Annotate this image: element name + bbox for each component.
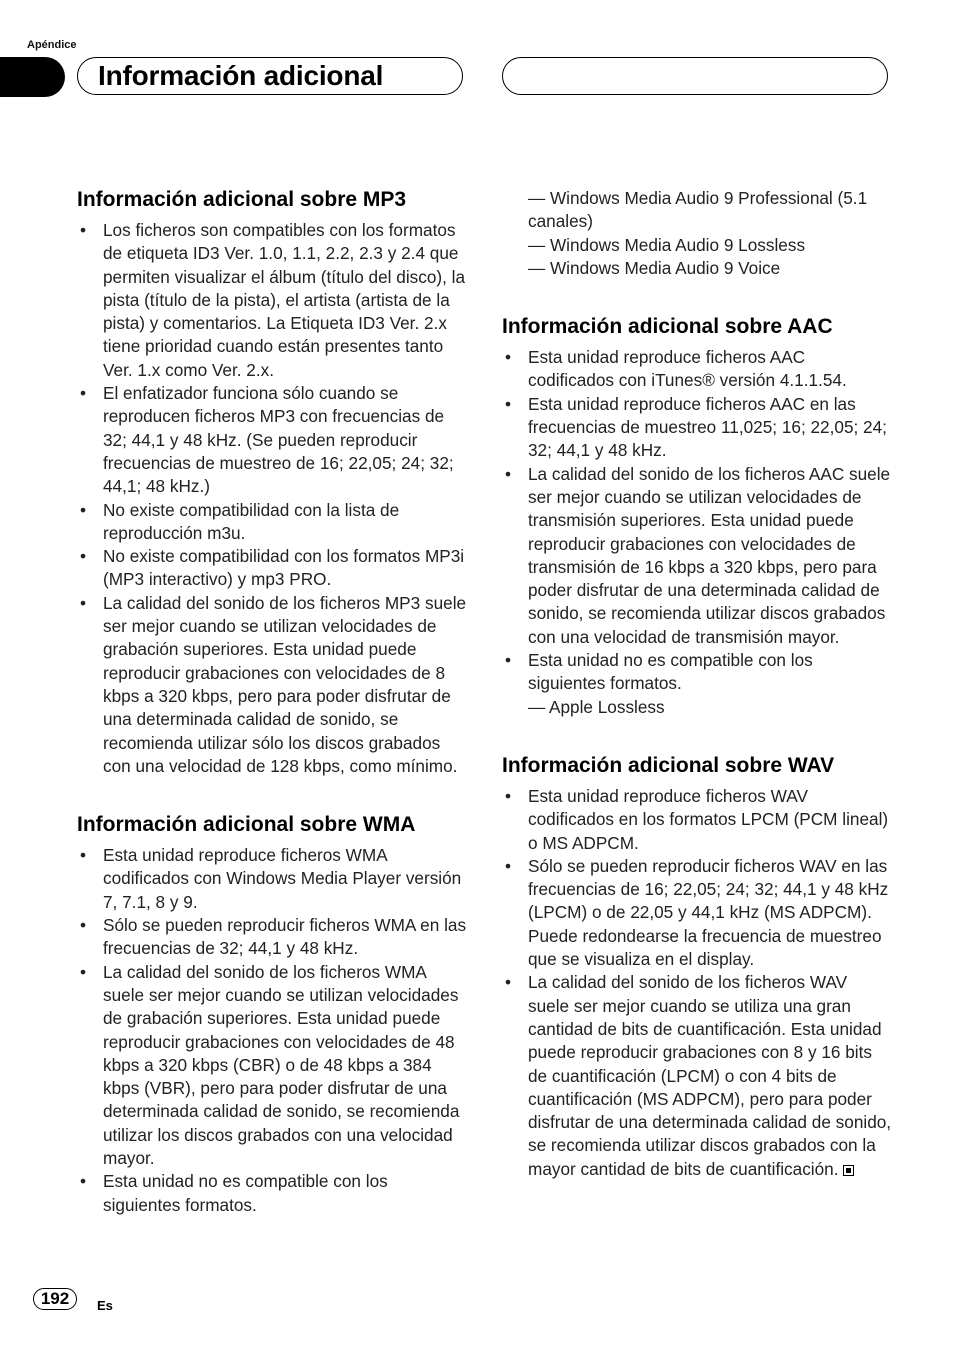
list-item: • La calidad del sonido de los ficheros MP3 suele ser mejor cuando se utilizan velocidades de grabación superiores. Esta unidad puede reproducir grabaciones con velocidades de 8 kbps a 320 kbps, pero para poder disfrutar de una determinada calidad de sonido, se recomienda utilizar sólo los discos grabados con una velocidad de 128 kbps, como mínimo. <box>80 592 467 776</box>
list-item: • El enfatizador funciona sólo cuando se reproducen ficheros MP3 con frecuencias de 32; 44,1 y 48 kHz. (Se pueden reproducir frecuencias de muestreo de 16; 22,05; 24; 32; 44,1; 48 kHz.) <box>80 383 454 497</box>
format-item: — Windows Media Audio 9 Voice <box>528 257 781 278</box>
format-item: — Windows Media Audio 9 Professional (5.1 canales) <box>528 188 868 232</box>
list-item: • Esta unidad reproduce ficheros AAC en las frecuencias de muestreo 11,025; 16; 22,05; 24; 32; 44,1 y 48 kHz. <box>505 393 887 461</box>
end-mark-icon <box>843 1165 854 1176</box>
list-item: • Sólo se pueden reproducir ficheros WAV en las frecuencias de 16; 22,05; 24; 32; 44,1 y 48 kHz (LPCM) o de 22,05 y 44,1 kHz (MS ADPCM). Puede redondearse la frecuencia de muestreo que se visualiza en el display. <box>505 855 889 970</box>
language-code: Es <box>97 1298 113 1313</box>
format-item: — Windows Media Audio 9 Lossless <box>528 234 806 255</box>
list-item: • Sólo se pueden reproducir ficheros WMA en las frecuencias de 32; 44,1 y 48 kHz. <box>80 915 467 959</box>
title-box <box>77 57 463 95</box>
empty-title-box <box>502 57 888 95</box>
list-item: • No existe compatibilidad con la lista de reproducción m3u. <box>80 499 400 543</box>
wav-section <box>502 753 892 1181</box>
list-item: • La calidad del sonido de los ficheros AAC suele ser mejor cuando se utilizan velocidades de transmisión superiores. Esta unidad puede reproducir grabaciones con velocidades de transmisión de 16 kbps a 320 kbps, pero para poder disfrutar de una determinada calidad de sonido, se recomienda utilizar discos grabados con una velocidad de transmisión mayor. <box>505 463 891 647</box>
wma-section <box>77 812 467 1217</box>
section-label: Apéndice <box>27 39 77 51</box>
format-item: — Apple Lossless <box>528 696 665 717</box>
list-item: • Esta unidad reproduce ficheros WMA codificados con Windows Media Player versión 7, 7.1, 8 y 9. <box>80 845 462 912</box>
wma-heading: Información adicional sobre WMA <box>77 813 416 837</box>
aac-section <box>502 314 892 719</box>
list-item: • Esta unidad reproduce ficheros WAV codificados en los formatos LPCM (PCM lineal) o MS ADPCM. <box>505 785 889 853</box>
list-item: • Esta unidad reproduce ficheros AAC codificados con iTunes® versión 4.1.1.54. <box>505 347 847 391</box>
wav-heading: Información adicional sobre WAV <box>502 753 835 777</box>
chapter-tab <box>0 57 65 97</box>
page-title: Información adicional <box>98 60 384 91</box>
mp3-section <box>77 187 467 778</box>
right-column <box>502 187 892 1215</box>
list-item: • Los ficheros son compatibles con los formatos de etiqueta ID3 Ver. 1.0, 1.1, 2.2, 2.3 y 2.4 que permiten visualizar el álbum (título del disco), la pista (título de la pista), el artista (artista de la pista) y comentarios. La Etiqueta ID3 Ver. 2.x tiene prioridad cuando están presentes tanto Ver. 1.x como Ver. 2.x. <box>80 220 466 380</box>
mp3-heading: Información adicional sobre MP3 <box>77 188 407 211</box>
wma-formats-continued <box>502 187 892 280</box>
list-item: • No existe compatibilidad con los formatos MP3i (MP3 interactivo) y mp3 PRO. <box>80 546 465 590</box>
aac-heading: Información adicional sobre AAC <box>502 315 833 339</box>
list-item: • La calidad del sonido de los ficheros WAV suele ser mejor cuando se utiliza una gran cantidad de bits de cuantificación. Esta unidad puede reproducir grabaciones con 8 y 16 bits de cuantificación (LPCM) o con 4 bits de cuantificación (MS ADPCM), pero para poder disfrutar de una determinada calidad de sonido, se recomienda utilizar discos grabados con la mayor cantidad de bits de cuantificación. <box>505 972 892 1179</box>
page-number: 192 <box>33 1288 77 1310</box>
list-item: • Esta unidad no es compatible con los siguientes formatos. <box>80 1171 388 1215</box>
list-item: • Esta unidad no es compatible con los siguientes formatos. <box>505 650 813 694</box>
list-item: • La calidad del sonido de los ficheros WMA suele ser mejor cuando se utilizan velocidades de grabación superiores. Esta unidad puede reproducir grabaciones con velocidades de 48 kbps a 320 kbps (CBR) o de 48 kbps a 384 kbps (VBR), pero para poder disfrutar de una determinada calidad de sonido, se recomienda utilizar los discos grabados con una velocidad mayor. <box>80 961 460 1168</box>
left-column <box>77 187 467 1251</box>
